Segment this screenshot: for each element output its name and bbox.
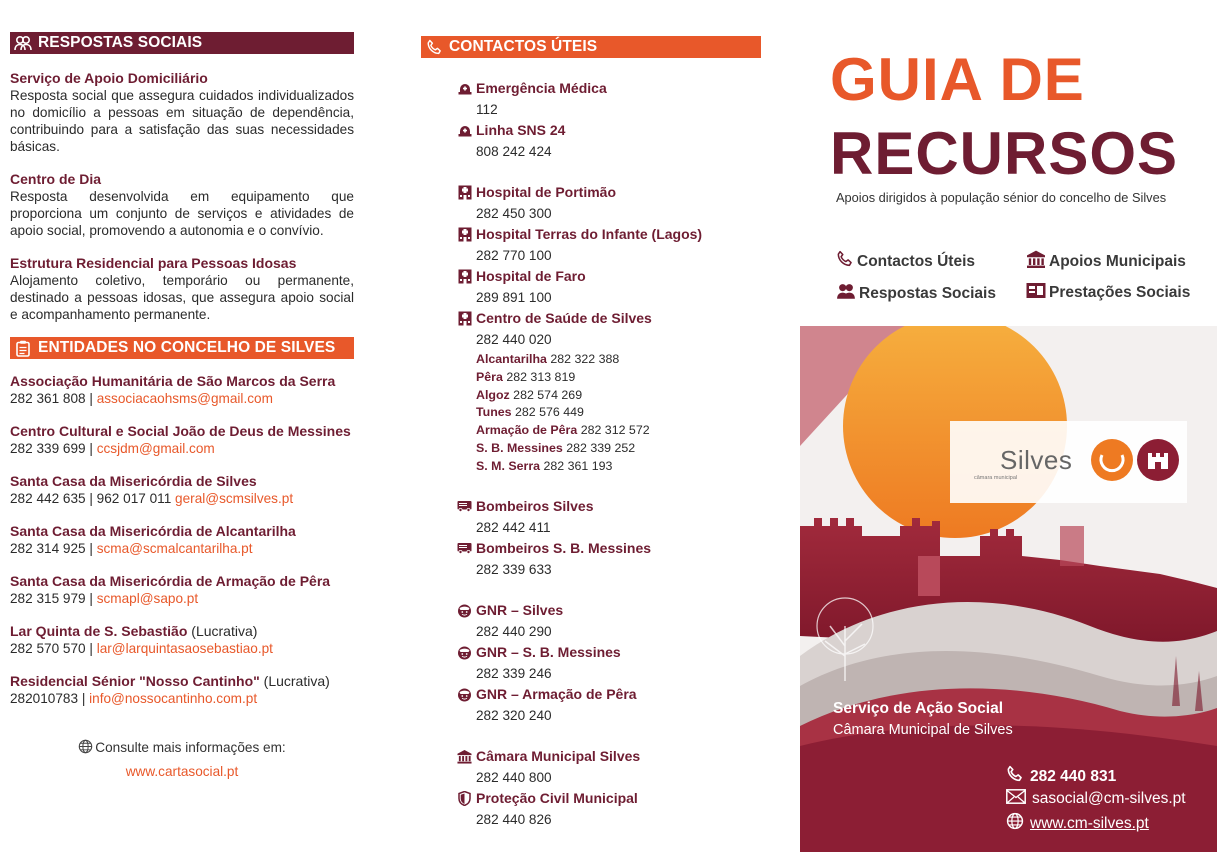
logo-emblem-icon [1090, 437, 1186, 483]
contact-centro-saude: Centro de Saúde de Silves [457, 308, 761, 329]
entity-contact [10, 590, 354, 607]
column-respostas-entidades [10, 32, 354, 783]
contact-gnr-messines: GNR – S. B. Messines [457, 642, 761, 663]
entity-email[interactable]: ccsjdm@gmail.com [96, 441, 215, 456]
logo-small-text: câmara municipal [974, 475, 1018, 481]
list-item: S. M. Serra 282 361 193 [476, 458, 613, 473]
entity-item [10, 673, 354, 707]
cover-subtitle: Apoios dirigidos à população sénior do concelho de Silves [836, 190, 1167, 205]
contact-number[interactable]: 282 442 411 [476, 519, 551, 535]
list-item: S. B. Messines 282 339 252 [476, 440, 636, 455]
entity-contact [10, 540, 354, 557]
service-item [10, 255, 354, 323]
footer-email[interactable]: sasocial@cm-silves.pt [1006, 789, 1186, 809]
toc-apoios[interactable]: Apoios Municipais [1026, 250, 1186, 273]
entity-name: Associação Humanitária de São Marcos da Serra [10, 373, 336, 389]
globe-icon [78, 739, 93, 761]
hospital-icon [457, 185, 472, 200]
entity-contact [10, 440, 354, 457]
entidades-title: ENTIDADES NO CONCELHO DE SILVES [38, 339, 336, 356]
entity-email[interactable]: scmapl@sapo.pt [96, 591, 199, 606]
phone-icon [836, 250, 854, 273]
phone-icon [1006, 765, 1024, 788]
entity-email[interactable]: info@nossocantinho.com.pt [89, 691, 258, 706]
respostas-sociais-header [10, 32, 354, 54]
contact-gnr-armacao: GNR – Armação de Pêra [457, 684, 761, 705]
cover-panel [800, 14, 1217, 852]
entity-item [10, 423, 354, 457]
contactos-title: CONTACTOS ÚTEIS [449, 38, 598, 55]
footer-website[interactable]: www.cm-silves.pt [1006, 812, 1149, 835]
entity-name: Santa Casa da Misericórdia de Armação de Pêra [10, 573, 331, 589]
contact-number[interactable]: 289 891 100 [476, 290, 552, 305]
contact-hospital-portimao: Hospital de Portimão [457, 182, 761, 203]
police-icon [457, 603, 472, 618]
service-item [10, 70, 354, 155]
entity-name: Lar Quinta de S. Sebastião (Lucrativa) [10, 623, 258, 639]
entity-name: Residencial Sénior "Nosso Cantinho" (Lucrativa) [10, 673, 330, 689]
entity-phone: 282 361 808 | [10, 391, 97, 406]
entity-contact [10, 690, 354, 707]
police-icon [457, 687, 472, 702]
contact-number[interactable]: 282 440 290 [476, 623, 552, 639]
entity-email[interactable]: scma@scmalcantarilha.pt [96, 541, 253, 556]
contact-number[interactable]: 282 339 633 [476, 561, 552, 577]
entity-phone: 282 442 635 | 962 017 011 [10, 491, 176, 506]
service-item [10, 171, 354, 239]
entity-item [10, 473, 354, 507]
ambulance-icon [457, 123, 472, 138]
contact-gnr-silves: GNR – Silves [457, 600, 761, 621]
city-hall-icon [1026, 250, 1046, 273]
contact-number[interactable]: 808 242 424 [476, 144, 552, 159]
entity-email[interactable]: lar@larquintasaosebastiao.pt [96, 641, 273, 656]
footer-phone[interactable]: 282 440 831 [1006, 765, 1116, 788]
contact-number[interactable]: 282 440 826 [476, 811, 552, 827]
contact-sns: Linha SNS 24 [457, 120, 761, 141]
hospital-icon [457, 269, 472, 284]
contact-bombeiros-messines: Bombeiros S. B. Messines [457, 538, 761, 559]
toc-contactos[interactable]: Contactos Úteis [836, 250, 975, 273]
service-title: Serviço de Apoio Domiciliário [10, 70, 208, 86]
entity-name: Santa Casa da Misericórdia de Silves [10, 473, 257, 489]
contact-number[interactable]: 282 450 300 [476, 206, 552, 221]
contact-number[interactable]: 282 440 800 [476, 769, 552, 785]
consult-text: Consulte mais informações em: [95, 740, 286, 755]
contact-hospital-faro: Hospital de Faro [457, 266, 761, 287]
globe-icon [1006, 812, 1024, 835]
consult-info [10, 737, 354, 783]
service-title: Centro de Dia [10, 171, 102, 187]
cartasocial-link[interactable]: www.cartasocial.pt [125, 764, 239, 779]
respostas-sociais-title: RESPOSTAS SOCIAIS [38, 34, 203, 51]
hospital-icon [457, 311, 472, 326]
contactos-header [421, 36, 761, 58]
cover-title-line2: RECURSOS [830, 120, 1179, 187]
list-item: Pêra 282 313 819 [476, 369, 576, 384]
entity-name: Santa Casa da Misericórdia de Alcantarilha [10, 523, 296, 539]
people-icon [836, 282, 856, 305]
entity-phone: 282 314 925 | [10, 541, 97, 556]
camara-name: Câmara Municipal de Silves [833, 722, 1013, 738]
mail-icon [1006, 789, 1026, 809]
entity-phone: 282 570 570 | [10, 641, 97, 656]
entity-email[interactable]: geral@scmsilves.pt [175, 491, 294, 506]
entity-name: Centro Cultural e Social João de Deus de Messines [10, 423, 351, 439]
fire-truck-icon [457, 541, 472, 556]
fire-truck-icon [457, 499, 472, 514]
service-description: Alojamento coletivo, temporário ou permanente, destinado a pessoas idosas, que assegura apoio social e acompanhamento permanente. [10, 273, 354, 322]
service-name: Serviço de Ação Social [833, 700, 1004, 717]
cover-title-line1: GUIA DE [830, 46, 1085, 113]
hospital-icon [457, 227, 472, 242]
contact-hospital-lagos: Hospital Terras do Infante (Lagos) [457, 224, 761, 245]
column-contactos [421, 36, 761, 830]
contact-bombeiros-silves: Bombeiros Silves [457, 496, 761, 517]
clipboard-icon [14, 339, 32, 357]
service-title: Estrutura Residencial para Pessoas Idosas [10, 255, 297, 271]
entidades-header [10, 337, 354, 359]
list-item: Algoz 282 574 269 [476, 387, 583, 402]
contact-emergencia: Emergência Médica [457, 78, 761, 99]
contact-number[interactable]: 282 320 240 [476, 707, 552, 723]
contact-number[interactable]: 282 339 246 [476, 665, 552, 681]
contact-camara: Câmara Municipal Silves [457, 746, 761, 767]
service-description: Resposta desenvolvida em equipamento que proporciona um conjunto de serviços e atividades de apoio social, promovendo a autonomia e o convívio. [10, 189, 354, 238]
contact-number[interactable]: 282 440 020 [476, 332, 552, 347]
contact-number[interactable]: 282 770 100 [476, 248, 552, 263]
service-description: Resposta social que assegura cuidados individualizados no domicílio a pessoas em situação de dependência, contribuindo para a satisfação das suas necessidades básicas. [10, 88, 354, 154]
list-item: Alcantarilha 282 322 388 [476, 352, 620, 366]
entity-item [10, 573, 354, 607]
contact-protecao-civil: Proteção Civil Municipal [457, 788, 761, 809]
entity-contact [10, 390, 354, 407]
shield-icon [457, 791, 472, 806]
list-item: Armação de Pêra 282 312 572 [476, 423, 650, 438]
entity-phone: 282 315 979 | [10, 591, 97, 606]
entity-contact [10, 490, 354, 507]
city-hall-icon [457, 749, 472, 764]
logo-text: Silves [1000, 445, 1073, 475]
entity-item [10, 623, 354, 657]
entity-phone: 282010783 | [10, 691, 90, 706]
entity-item [10, 523, 354, 557]
phone-icon [425, 38, 443, 56]
contact-number[interactable]: 112 [476, 102, 498, 117]
entity-email[interactable]: associacaohsms@gmail.com [96, 391, 273, 406]
toc-respostas[interactable]: Respostas Sociais [836, 282, 996, 305]
ambulance-icon [457, 81, 472, 96]
entity-phone: 282 339 699 | [10, 441, 97, 456]
entity-contact [10, 640, 354, 657]
people-icon [14, 34, 32, 52]
silves-logo [960, 425, 1188, 497]
police-icon [457, 645, 472, 660]
list-item: Tunes 282 576 449 [476, 405, 584, 420]
entity-item [10, 373, 354, 407]
toc-prestacoes[interactable]: Prestações Sociais [1026, 282, 1190, 304]
document-icon [1026, 282, 1046, 304]
contacts-list [457, 78, 761, 830]
extensoes-list [457, 351, 761, 476]
